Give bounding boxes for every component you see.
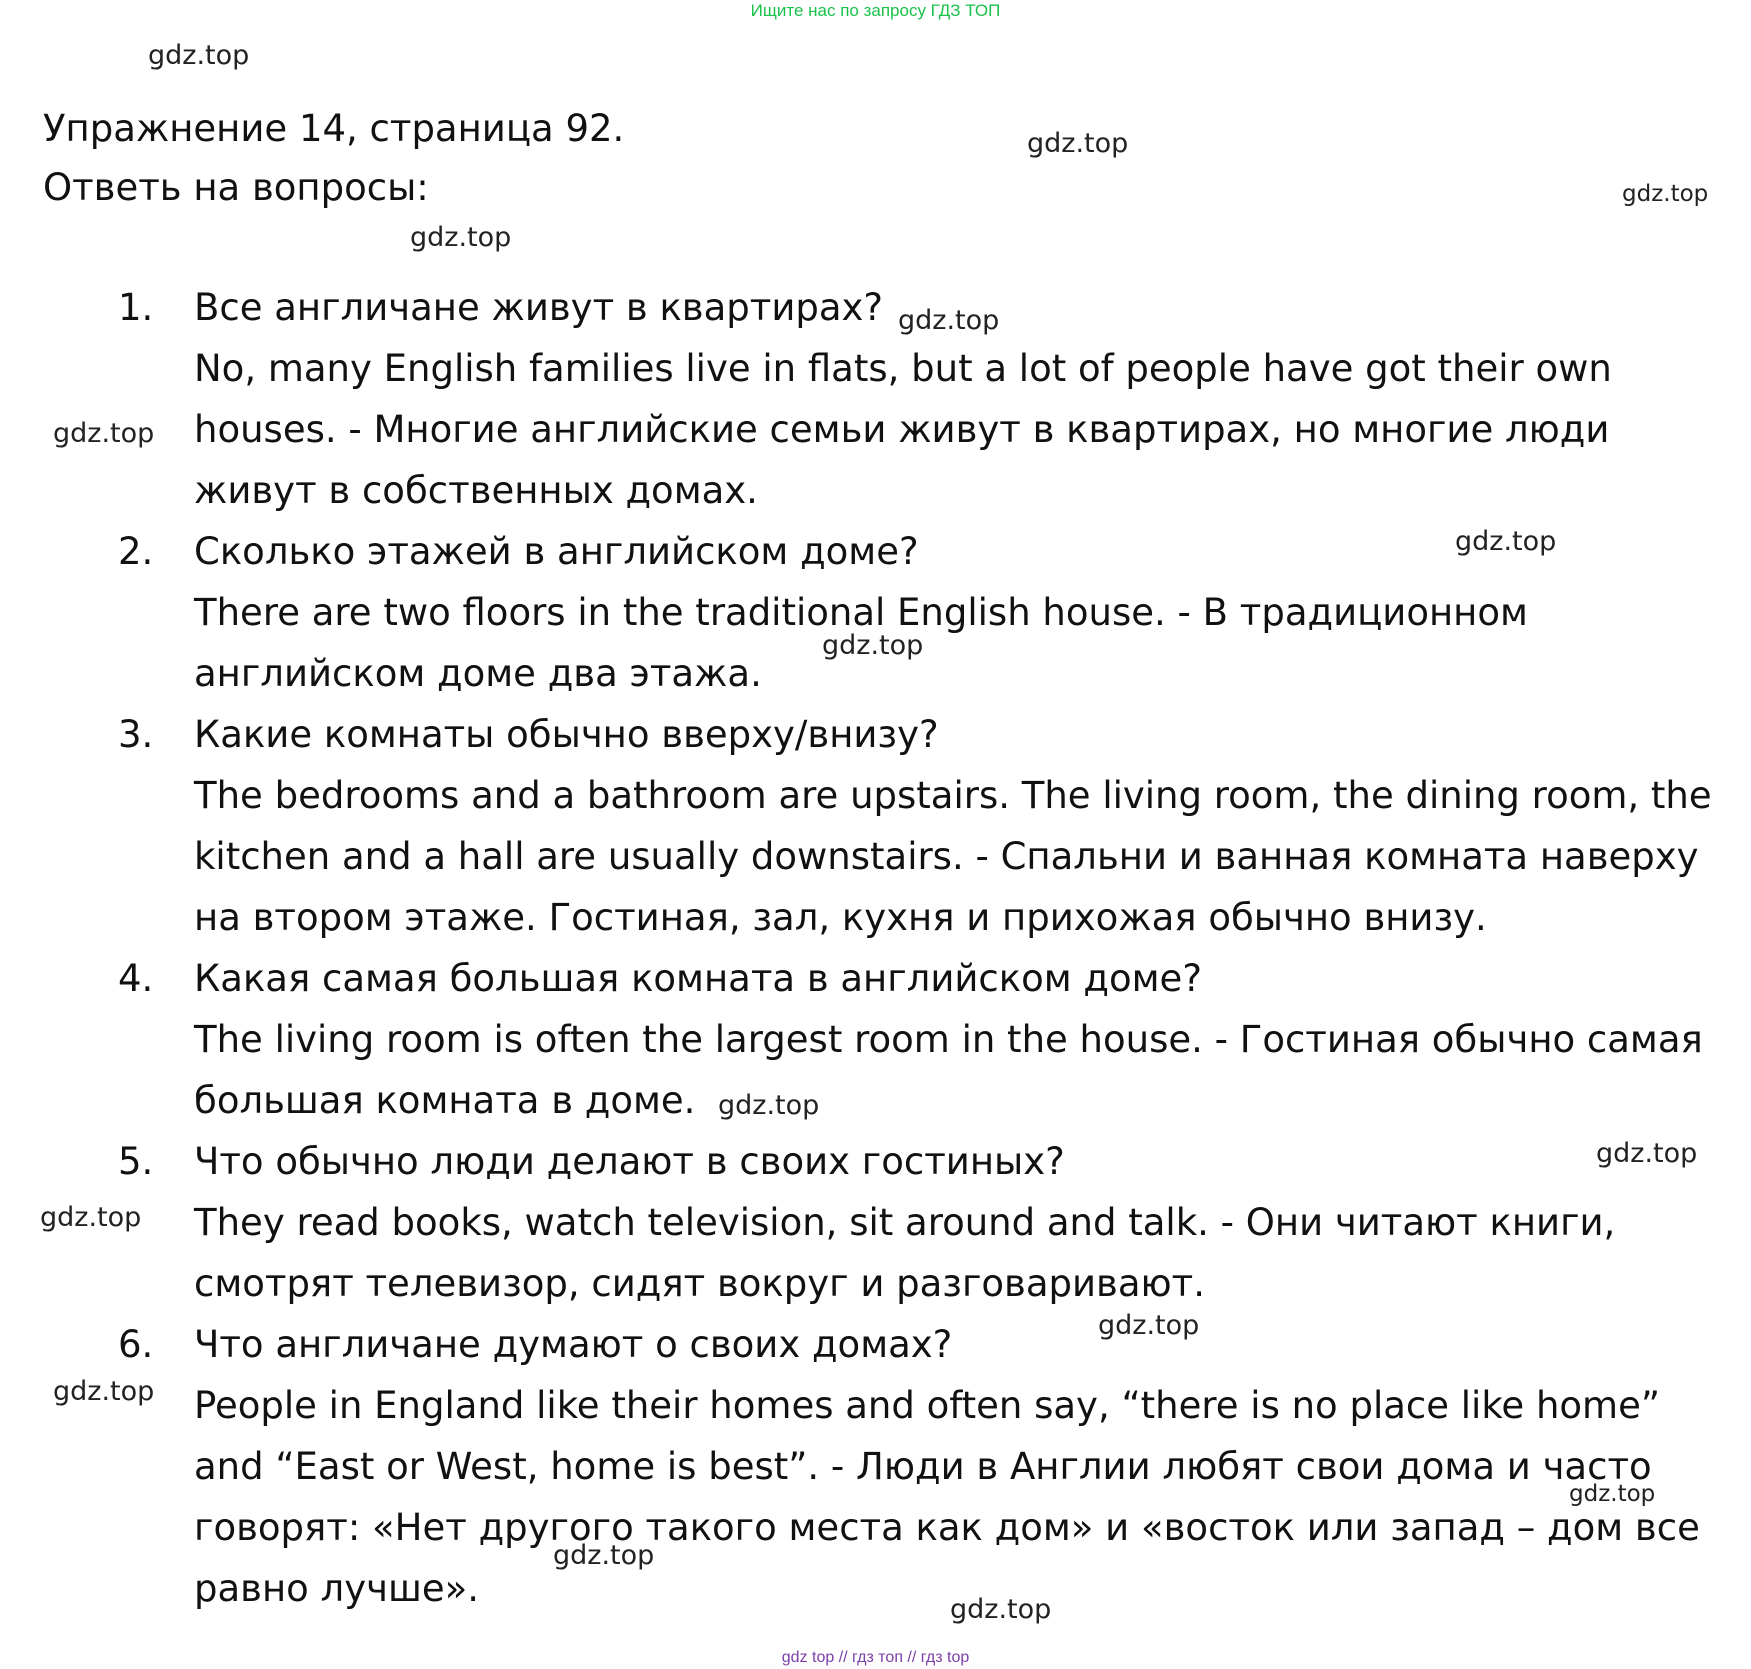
top-banner: Ищите нас по запросу ГДЗ ТОП (750, 1, 1001, 20)
exercise-instruction: Ответь на вопросы: (43, 166, 429, 209)
watermark: gdz.top (1455, 526, 1557, 557)
answer-text: The living room is often the largest room in the house. - Гостиная обычно самая большая комната в доме. (194, 1018, 1703, 1122)
watermark: gdz.top (53, 418, 155, 449)
watermark: gdz.top (553, 1540, 655, 1571)
question-number: 1. (118, 286, 154, 329)
watermark: gdz.top (822, 630, 924, 661)
question-text: Что англичане думают о своих домах? (194, 1323, 953, 1366)
watermark: gdz.top (410, 222, 512, 253)
answer-text: People in England like their homes and often say, “there is no place like home” and “East or West, home is best”. - Люди в Англии любят свои дома и часто говорят: «Нет другого такого места как дом» и «восток или запад – дом все равно лучше». (194, 1384, 1700, 1610)
watermark: gdz.top (1596, 1138, 1698, 1169)
watermark: gdz.top (1569, 1481, 1656, 1507)
question-number: 3. (118, 713, 154, 756)
watermark: gdz.top (1098, 1310, 1200, 1341)
question-text: Какая самая большая комната в английском доме? (194, 957, 1202, 1000)
watermark: gdz.top (53, 1376, 155, 1407)
watermark: gdz.top (950, 1594, 1052, 1625)
answer-text: They read books, watch television, sit around and talk. - Они читают книги, смотрят телевизор, сидят вокруг и разговаривают. (194, 1201, 1616, 1305)
watermark: gdz.top (148, 40, 250, 71)
question-item-3 (0, 704, 1751, 948)
question-item-4 (0, 948, 1751, 1131)
question-item-5 (0, 1131, 1751, 1314)
question-text: Сколько этажей в английском доме? (194, 530, 919, 573)
question-number: 6. (118, 1323, 154, 1366)
answer-text: There are two floors in the traditional English house. - В традиционном английском доме два этажа. (194, 591, 1528, 695)
question-text: Что обычно люди делают в своих гостиных? (194, 1140, 1065, 1183)
question-number: 4. (118, 957, 154, 1000)
watermark: gdz.top (718, 1090, 820, 1121)
question-number: 5. (118, 1140, 154, 1183)
exercise-title: Упражнение 14, страница 92. (43, 107, 625, 150)
answer-text: The bedrooms and a bathroom are upstairs. The living room, the dining room, the kitchen and a hall are usually downstairs. - Спальни и ванная комната наверху на втором этаже. Гостиная, зал, кухня и прихожая обычно внизу. (194, 774, 1712, 939)
answer-text: No, many English families live in flats, but a lot of people have got their own houses. - Многие английские семьи живут в квартирах, но многие люди живут в собственных домах. (194, 347, 1612, 512)
question-text: Какие комнаты обычно вверху/внизу? (194, 713, 939, 756)
question-text: Все англичане живут в квартирах? (194, 286, 884, 329)
watermark: gdz.top (898, 305, 1000, 336)
bottom-banner: gdz top // гдз топ // гдз top (781, 1649, 970, 1666)
watermark: gdz.top (1622, 181, 1709, 207)
watermark: gdz.top (1027, 128, 1129, 159)
question-number: 2. (118, 530, 154, 573)
question-list (0, 277, 1751, 1619)
watermark: gdz.top (40, 1202, 142, 1233)
question-item-1 (0, 277, 1751, 521)
question-item-6 (0, 1314, 1751, 1619)
